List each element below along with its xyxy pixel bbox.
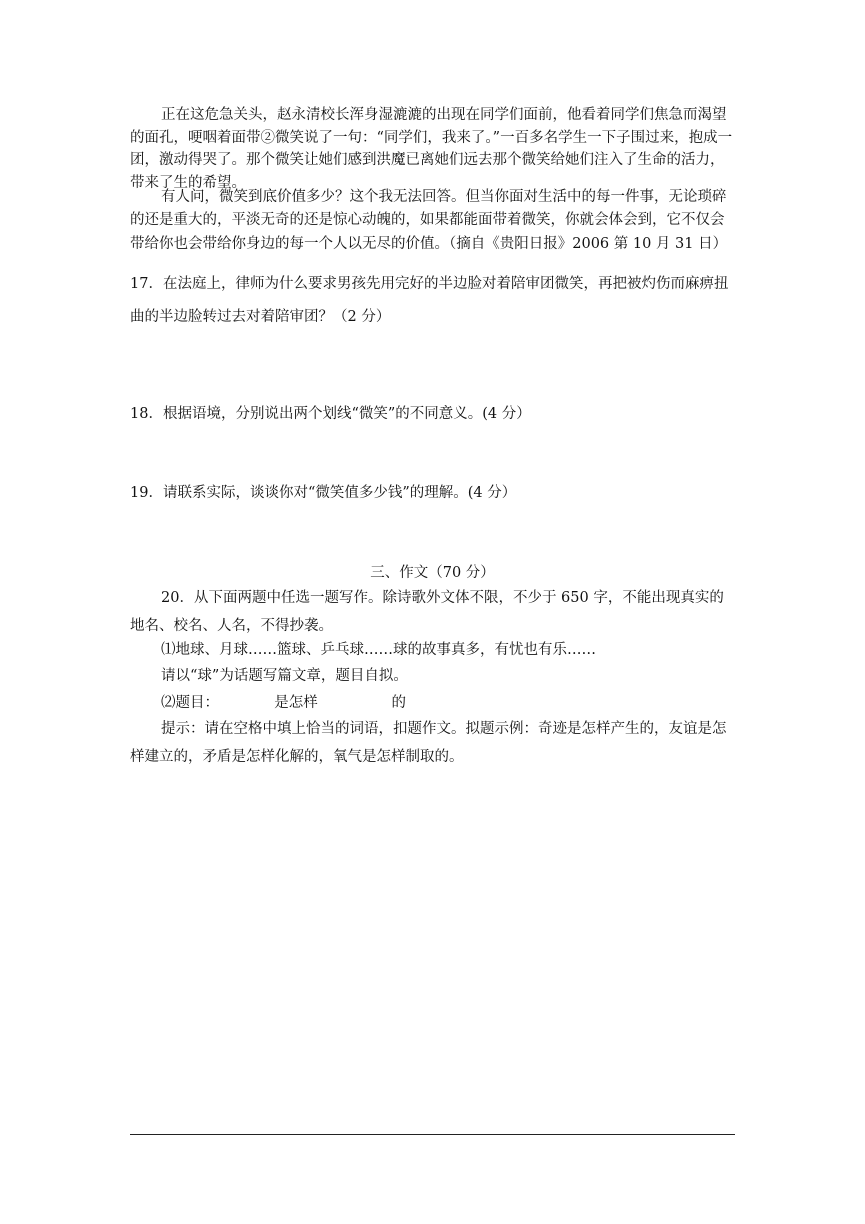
passage-paragraph-1: 正在这危急关头，赵永清校长浑身湿漉漉的出现在同学们面前，他看着同学们焦急而渴望的面孔，哽咽着面带②微笑说了一句：“同学们，我来了。”一百多名学生一下子围过来，抱成一团，激动得哭了。那个微笑让她们感到洪魔已离她们远去那个微笑给她们注入了生命的活力，带来了生的希望。 (130, 107, 733, 192)
composition-tip: 提示：请在空格中填上恰当的词语，扣题作文。拟题示例：奇迹是怎样产生的，友谊是怎样建立的，矛盾是怎样化解的，氧气是怎样制取的。 (130, 721, 727, 765)
question-17: 17．在法庭上，律师为什么要求男孩先用完好的半边脸对着陪审团微笑，再把被灼伤而麻痹扭曲的半边脸转过去对着陪审团？（2 分） (130, 276, 729, 325)
passage-paragraph-2: 有人问，微笑到底价值多少？这个我无法回答。但当你面对生活中的每一件事，无论琐碎的还是重大的，平淡无奇的还是惊心动魄的，如果都能面带着微笑，你就会体会到，它不仅会带给你也会带给你身边的每一个人以无尽的价值。（摘自《贵阳日报》2006 第 10 月 31 日） (130, 189, 728, 252)
composition-option-2: ⑵题目： 是怎样 的 (161, 695, 407, 711)
composition-heading: 三、作文（70 分） (370, 565, 495, 581)
composition-option-1-task: 请以“球”为话题写篇文章，题目自拟。 (161, 668, 408, 684)
question-19: 19．请联系实际，谈谈你对“微笑值多少钱”的理解。(4 分） (130, 485, 517, 501)
composition-option-1: ⑴地球、月球……篮球、乒乓球……球的故事真多，有忧也有乐…… (161, 642, 596, 658)
footer-divider (130, 1134, 735, 1135)
question-20-intro: 20．从下面两题中任选一题写作。除诗歌外文体不限，不少于 650 字，不能出现真实的地名、校名、人名，不得抄袭。 (130, 590, 724, 634)
question-18: 18．根据语境，分别说出两个划线“微笑”的不同意义。(4 分） (130, 406, 531, 422)
